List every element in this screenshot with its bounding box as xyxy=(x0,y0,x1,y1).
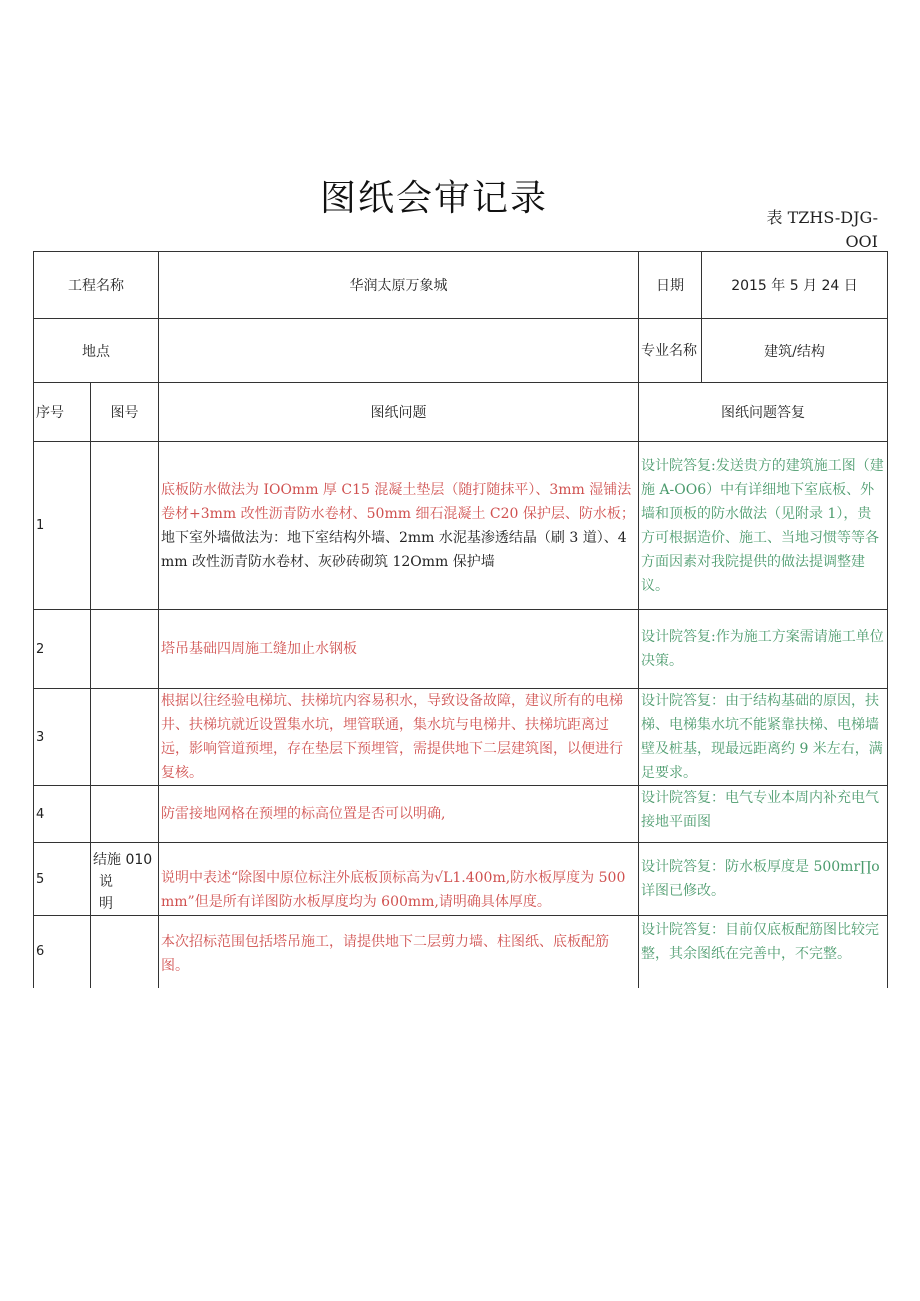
table-row xyxy=(34,689,888,786)
issue-header: 图纸问题 xyxy=(159,383,639,442)
row-drawing-no-line2: 说 xyxy=(99,874,113,890)
location-value xyxy=(159,319,639,383)
row-seq: 2 xyxy=(34,610,91,689)
row-issue-text-secondary: 地下室外墙做法为：地下室结构外墙、2mm 水泥基渗透结晶（刷 3 道）、4mm 改性沥青防水卷材、灰砂砖砌筑 12Omm 保护墙 xyxy=(161,529,627,570)
row-issue xyxy=(159,442,639,610)
table-row xyxy=(34,843,888,916)
column-header-row xyxy=(34,383,888,442)
row-seq: 3 xyxy=(34,689,91,786)
row-drawing-no-line1: 结施 010 xyxy=(93,852,153,868)
form-number-line1: 表 TZHS-DJG- xyxy=(766,208,878,227)
form-number xyxy=(740,206,878,254)
row-drawing-no xyxy=(91,786,159,843)
row-reply: 设计院答复：目前仅底板配筋图比较完整，其余图纸在完善中，不完整。 xyxy=(639,916,888,988)
row-drawing-no xyxy=(91,689,159,786)
row-drawing-no xyxy=(91,916,159,988)
page-title: 图纸会审记录 xyxy=(319,178,548,219)
table-row xyxy=(34,786,888,843)
header-row-location xyxy=(34,319,888,383)
header-row-project xyxy=(34,252,888,319)
row-drawing-no-line3: 明 xyxy=(99,896,113,912)
table-row xyxy=(34,610,888,689)
discipline-label: 专业名称 xyxy=(639,319,702,383)
review-table xyxy=(33,251,888,988)
row-reply: 设计院答复：防水板厚度是 500mr∏o 详图已修改。 xyxy=(639,843,888,916)
table-row xyxy=(34,442,888,610)
seq-header: 序号 xyxy=(34,383,91,442)
row-drawing-no xyxy=(91,610,159,689)
row-issue: 根据以往经验电梯坑、扶梯坑内容易积水，导致设备故障，建议所有的电梯井、扶梯坑就近设置集水坑，埋管联通，集水坑与电梯井、扶梯坑距离过远，影响管道预埋，存在垫层下预埋管，需提供地下二层建筑图，以便进行复核。 xyxy=(159,689,639,786)
row-issue: 塔吊基础四周施工缝加止水钢板 xyxy=(159,610,639,689)
discipline-value: 建筑/结构 xyxy=(702,319,888,383)
row-reply: 设计院答复:发送贵方的建筑施工图（建施 A-OO6）中有详细地下室底板、外墙和顶板的防水做法（见附录 1），贵方可根据造价、施工、当地习惯等等各方面因素对我院提供的做法提调整建议。 xyxy=(639,442,888,610)
row-reply: 设计院答复：电气专业本周内补充电气接地平面图 xyxy=(639,786,888,843)
location-label: 地点 xyxy=(34,319,159,383)
date-label: 日期 xyxy=(639,252,702,319)
row-seq: 5 xyxy=(34,843,91,916)
row-issue-text: 底板防水做法为 IOOmm 厚 C15 混凝土垫层（随打随抹平）、3mm 湿铺法卷材+3mm 改性沥青防水卷材、50mm 细石混凝土 C20 保护层、防水板； xyxy=(161,481,635,522)
row-issue: 说明中表述“除图中原位标注外底板顶标高为√L1.400m,防水板厚度为 500mm”但是所有详图防水板厚度均为 600mm,请明确具体厚度。 xyxy=(159,843,639,916)
row-issue: 防雷接地网格在预埋的标高位置是否可以明确, xyxy=(159,786,639,843)
date-value: 2015 年 5 月 24 日 xyxy=(702,252,888,319)
table-row xyxy=(34,916,888,988)
row-reply: 设计院答复:作为施工方案需请施工单位决策。 xyxy=(639,610,888,689)
row-reply: 设计院答复：由于结构基础的原因，扶梯、电梯集水坑不能紧靠扶梯、电梯墙壁及桩基，现最远距离约 9 米左右，满足要求。 xyxy=(639,689,888,786)
row-seq: 4 xyxy=(34,786,91,843)
row-seq: 6 xyxy=(34,916,91,988)
project-label: 工程名称 xyxy=(34,252,159,319)
row-drawing-no xyxy=(91,442,159,610)
row-seq: 1 xyxy=(34,442,91,610)
drawing-no-header: 图号 xyxy=(91,383,159,442)
row-issue: 本次招标范围包括塔吊施工，请提供地下二层剪力墙、柱图纸、底板配筋图。 xyxy=(159,916,639,988)
project-value: 华润太原万象城 xyxy=(159,252,639,319)
form-number-line2: OOI xyxy=(845,232,878,251)
reply-header: 图纸问题答复 xyxy=(639,383,888,442)
row-drawing-no xyxy=(91,843,159,916)
